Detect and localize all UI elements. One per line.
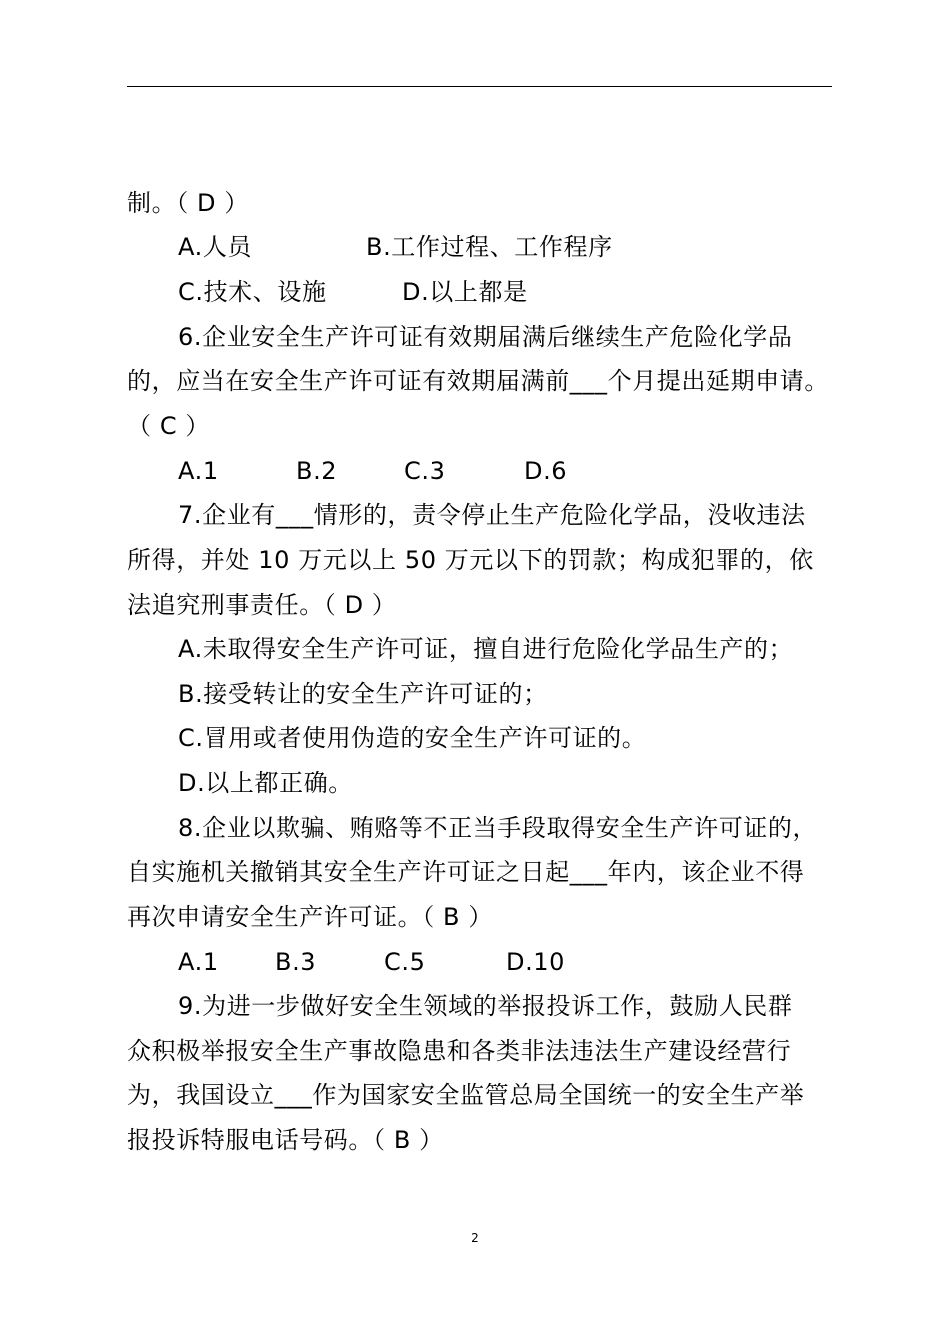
q8-option-a: A.1 bbox=[178, 948, 219, 976]
q6-option-a: A.1 bbox=[178, 457, 219, 485]
q6-line-2: 的，应当在安全生产许可证有效期届满前___个月提出延期申请。 bbox=[127, 367, 829, 395]
q8-option-d: D.10 bbox=[506, 948, 566, 976]
q8-line-2: 自实施机关撤销其安全生产许可证之日起___年内，该企业不得 bbox=[127, 858, 805, 886]
q6-line-1: 6.企业安全生产许可证有效期届满后继续生产危险化学品 bbox=[178, 323, 793, 351]
q7-line-1: 7.企业有___情形的，责令停止生产危险化学品，没收违法 bbox=[178, 501, 806, 529]
q7-option-c: C.冒用或者使用伪造的安全生产许可证的。 bbox=[178, 724, 647, 752]
q6-option-d: D.6 bbox=[524, 457, 568, 485]
header-rule bbox=[127, 86, 832, 87]
q9-line-2: 众积极举报安全生产事故隐患和各类非法违法生产建设经营行 bbox=[127, 1037, 792, 1065]
q5-option-a: A.人员 bbox=[178, 233, 253, 261]
q9-line-4: 报投诉特服电话号码。（ B ） bbox=[127, 1126, 444, 1154]
q9-line-1: 9.为进一步做好安全生领域的举报投诉工作，鼓励人民群 bbox=[178, 992, 793, 1020]
q8-line-3: 再次申请安全生产许可证。（ B ） bbox=[127, 903, 493, 931]
q5-option-b: B.工作过程、工作程序 bbox=[366, 233, 613, 261]
q7-option-a: A.未取得安全生产许可证，擅自进行危险化学品生产的； bbox=[178, 635, 794, 663]
q8-line-1: 8.企业以欺骗、贿赂等不正当手段取得安全生产许可证的， bbox=[178, 814, 818, 842]
q7-option-d: D.以上都正确。 bbox=[178, 769, 353, 797]
q5-option-c: C.技术、设施 bbox=[178, 278, 327, 306]
q8-option-b: B.3 bbox=[275, 948, 317, 976]
q7-option-b: B.接受转让的安全生产许可证的； bbox=[178, 680, 548, 708]
q5-tail-line: 制。（ D ） bbox=[127, 189, 249, 217]
page-number: 2 bbox=[471, 1231, 479, 1245]
q9-line-3: 为，我国设立___作为国家安全监管总局全国统一的安全生产举 bbox=[127, 1081, 805, 1109]
q6-line-3: （ C ） bbox=[127, 412, 211, 440]
q6-option-c: C.3 bbox=[404, 457, 446, 485]
q8-option-c: C.5 bbox=[384, 948, 426, 976]
q7-line-3: 法追究刑事责任。（ D ） bbox=[127, 591, 397, 619]
q6-option-b: B.2 bbox=[296, 457, 338, 485]
q7-line-2: 所得，并处 10 万元以上 50 万元以下的罚款；构成犯罪的，依 bbox=[127, 546, 814, 574]
q5-option-d: D.以上都是 bbox=[402, 278, 528, 306]
